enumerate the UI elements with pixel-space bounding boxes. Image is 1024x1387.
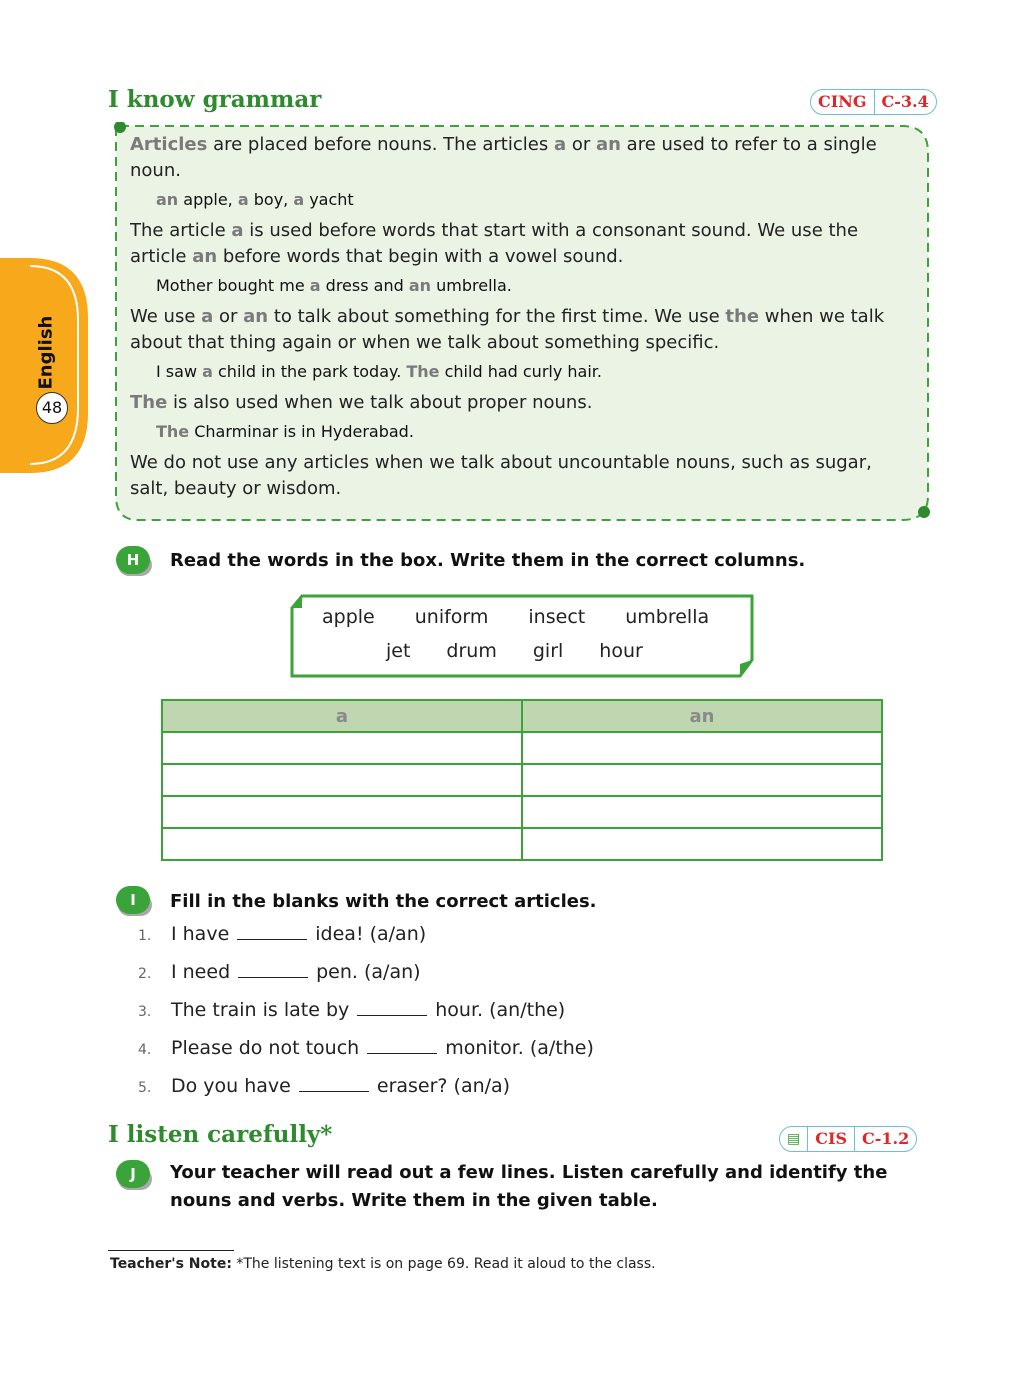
- item-text-after: idea! (a/an): [315, 923, 427, 945]
- highlighted-article: a: [309, 276, 321, 295]
- item-text-before: I need: [171, 961, 231, 983]
- table-header-an: an: [522, 700, 882, 732]
- rule-text: is used before words that start with a consonant sound. We use the article: [130, 220, 859, 267]
- badge-i: [116, 886, 150, 914]
- word-item: uniform: [414, 606, 489, 628]
- grammar-example: [130, 362, 915, 382]
- badge-h-letter: H: [116, 546, 150, 574]
- rule-text: Charminar is in Hyderabad.: [189, 422, 414, 441]
- highlighted-article: an: [192, 246, 218, 267]
- item-text-after: hour. (an/the): [435, 999, 566, 1021]
- rule-text: boy,: [248, 190, 294, 209]
- item-text-before: Do you have: [171, 1075, 291, 1097]
- word-item: girl: [532, 640, 564, 662]
- fill-item: [138, 920, 594, 958]
- word-item: apple: [322, 606, 375, 628]
- rule-text: are used to refer to a single noun.: [130, 134, 877, 181]
- badge-j: [116, 1160, 150, 1188]
- rule-text: before words that begin with a vowel sound.: [217, 246, 624, 267]
- rule-text: apple,: [178, 190, 238, 209]
- table-row: [162, 732, 882, 764]
- word-item: jet: [386, 640, 411, 662]
- item-text-before: Please do not touch: [171, 1037, 360, 1059]
- item-text-after: monitor. (a/the): [445, 1037, 594, 1059]
- code-cis: CIS: [807, 1127, 854, 1151]
- rule-text: when we talk about that thing again or when we talk about something specific.: [130, 306, 885, 353]
- fill-item: [138, 1034, 594, 1072]
- rule-text: Mother bought me: [156, 276, 310, 295]
- table-header-a: a: [162, 700, 522, 732]
- grammar-code-badge: [810, 89, 937, 115]
- table-cell-a[interactable]: [162, 796, 522, 828]
- teacher-note: [110, 1256, 656, 1272]
- highlighted-article: the: [725, 306, 760, 327]
- fill-item: [138, 996, 594, 1034]
- rule-text: is also used when we talk about proper nouns.: [167, 392, 593, 413]
- answer-blank[interactable]: [238, 973, 308, 978]
- table-cell-a[interactable]: [162, 764, 522, 796]
- table-row: [162, 828, 882, 860]
- articles-table: [161, 699, 883, 861]
- grammar-example: [130, 276, 915, 296]
- grammar-rules: [130, 132, 915, 502]
- code-c34: C-3.4: [874, 90, 936, 114]
- grammar-title: I know grammar: [108, 86, 322, 113]
- table-cell-a[interactable]: [162, 828, 522, 860]
- rule-text: are placed before nouns. The articles: [207, 134, 554, 155]
- table-cell-an[interactable]: [522, 732, 882, 764]
- word-item: umbrella: [625, 606, 710, 628]
- rule-text: We do not use any articles when we talk about uncountable nouns, such as sugar, salt, beauty or wisdom.: [130, 452, 872, 499]
- highlighted-article: a: [237, 190, 249, 209]
- exercise-i-instruction: Fill in the blanks with the correct articles.: [170, 891, 597, 912]
- item-number: 2.: [138, 966, 152, 982]
- rule-text: We use: [130, 306, 202, 327]
- item-number: 1.: [138, 928, 152, 944]
- highlighted-article: an: [408, 276, 432, 295]
- word-item: insect: [528, 606, 586, 628]
- rule-text: The article: [130, 220, 232, 241]
- table-cell-an[interactable]: [522, 828, 882, 860]
- exercise-j-instruction-1: Your teacher will read out a few lines. Listen carefully and identify the: [170, 1162, 888, 1183]
- item-number: 3.: [138, 1004, 152, 1020]
- highlighted-article: Articles: [130, 134, 208, 155]
- grammar-example: [130, 422, 915, 442]
- rule-text: umbrella.: [431, 276, 512, 295]
- word-box: [288, 592, 758, 682]
- badge-h: [116, 546, 150, 574]
- highlighted-article: The: [156, 422, 190, 441]
- subject-label: English: [35, 315, 57, 390]
- item-number: 4.: [138, 1042, 152, 1058]
- rule-text: I saw: [156, 362, 203, 381]
- highlighted-article: a: [293, 190, 305, 209]
- word-item: drum: [446, 640, 497, 662]
- rule-text: child in the park today.: [212, 362, 407, 381]
- word-row-2: [386, 640, 679, 662]
- table-row: [162, 764, 882, 796]
- grammar-rule: [130, 218, 915, 270]
- table-cell-a[interactable]: [162, 732, 522, 764]
- highlighted-article: The: [130, 392, 168, 413]
- book-icon: ▤: [787, 1131, 801, 1147]
- grammar-rule: [130, 390, 915, 416]
- answer-blank[interactable]: [237, 935, 307, 940]
- table-cell-an[interactable]: [522, 764, 882, 796]
- grammar-rule: [130, 450, 915, 502]
- side-tab: [0, 258, 90, 473]
- exercise-h-instruction: Read the words in the box. Write them in the correct columns.: [170, 550, 806, 571]
- highlighted-article: The: [406, 362, 440, 381]
- rule-text: or: [566, 134, 596, 155]
- rule-text: dress and: [320, 276, 409, 295]
- exercise-j-instruction-2: nouns and verbs. Write them in the given table.: [170, 1190, 658, 1211]
- fill-item: [138, 1072, 594, 1110]
- teacher-note-label: Teacher's Note:: [110, 1256, 232, 1272]
- rule-text: or: [213, 306, 244, 327]
- page-number: 48: [36, 392, 68, 424]
- answer-blank[interactable]: [299, 1087, 369, 1092]
- word-item: hour: [599, 640, 643, 662]
- answer-blank[interactable]: [367, 1049, 437, 1054]
- badge-j-letter: J: [116, 1160, 150, 1188]
- rule-text: to talk about something for the first time. We use: [268, 306, 726, 327]
- grammar-rule: [130, 304, 915, 356]
- teacher-note-text: *The listening text is on page 69. Read it aloud to the class.: [236, 1256, 656, 1272]
- item-text-after: eraser? (an/a): [376, 1075, 511, 1097]
- code-cing: CING: [818, 92, 867, 111]
- grammar-rule: [130, 132, 915, 184]
- listening-code-badge: [779, 1126, 917, 1152]
- answer-blank[interactable]: [357, 1011, 427, 1016]
- highlighted-article: a: [201, 306, 214, 327]
- highlighted-article: a: [553, 134, 567, 155]
- fill-item: [138, 958, 594, 996]
- box-dot-bottom: [918, 506, 930, 518]
- highlighted-article: an: [595, 134, 621, 155]
- listening-title: I listen carefully*: [108, 1121, 333, 1148]
- highlighted-article: a: [231, 220, 244, 241]
- grammar-example: [130, 190, 915, 210]
- word-row-1: [322, 606, 749, 628]
- item-text-before: I have: [171, 923, 230, 945]
- item-text-after: pen. (a/an): [316, 961, 421, 983]
- item-number: 5.: [138, 1080, 152, 1096]
- highlighted-article: a: [202, 362, 213, 381]
- fill-items: [138, 920, 594, 1110]
- badge-i-letter: I: [116, 886, 150, 914]
- code-c12: C-1.2: [854, 1127, 916, 1151]
- table-row: [162, 796, 882, 828]
- rule-text: yacht: [304, 190, 354, 209]
- item-text-before: The train is late by: [171, 999, 350, 1021]
- table-cell-an[interactable]: [522, 796, 882, 828]
- rule-text: child had curly hair.: [439, 362, 602, 381]
- highlighted-article: an: [156, 190, 179, 209]
- grammar-box: [112, 122, 932, 522]
- note-divider: [108, 1250, 234, 1251]
- highlighted-article: an: [243, 306, 269, 327]
